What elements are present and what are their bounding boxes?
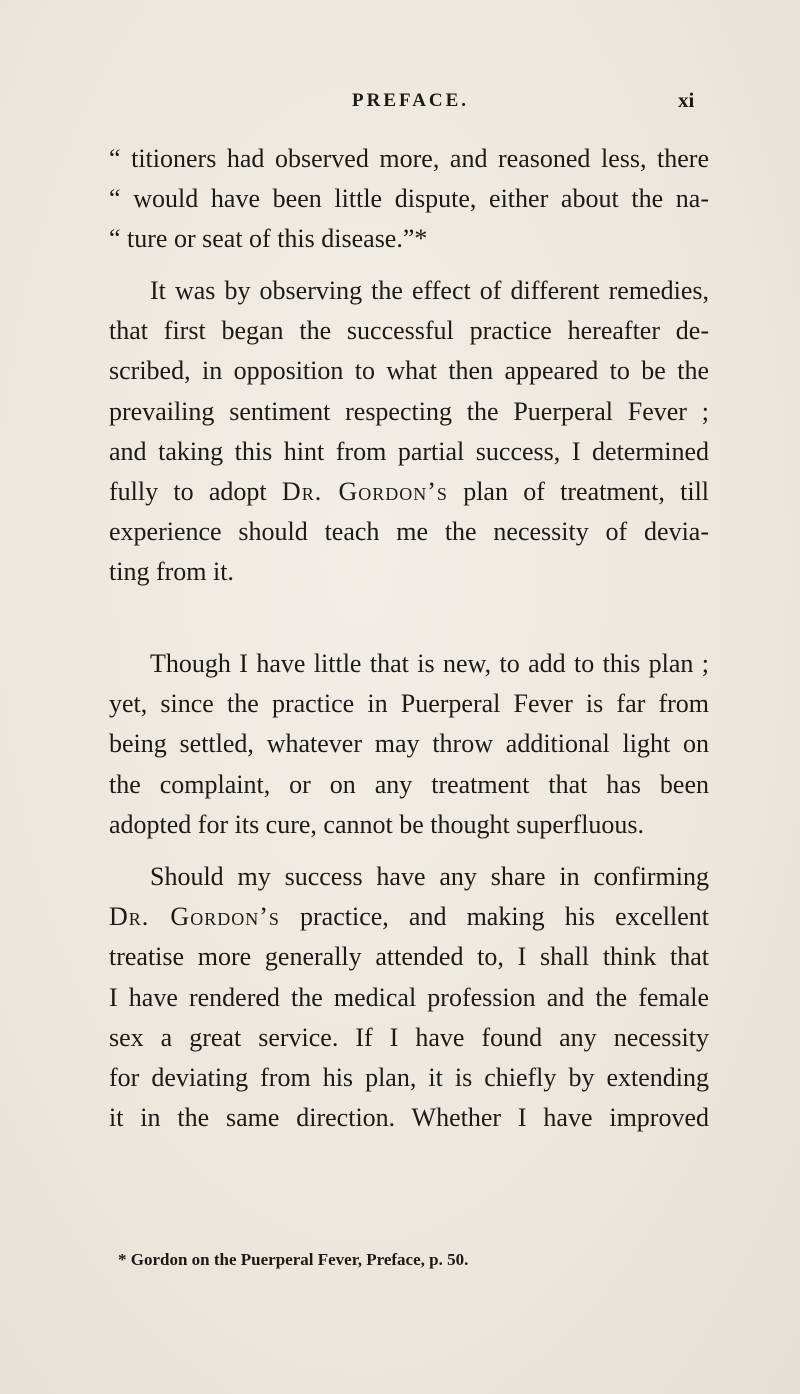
text-run: fully to adopt	[109, 477, 282, 507]
text-line: it in the same direction. Whether I have improved	[109, 1103, 709, 1133]
text-line: that first began the successful practice hereafter de-	[109, 316, 709, 346]
text-line: prevailing sentiment respecting the Puerperal Fever ;	[109, 396, 709, 426]
text-line: adopted for its cure, cannot be thought superfluous.	[109, 809, 645, 839]
text-line: “ titioners had observed more, and reasoned less, there	[109, 144, 709, 173]
paragraph-should-my-success	[109, 857, 709, 1138]
text-line: sex a great service. If I have found any necessity	[109, 1022, 709, 1052]
text-line: being settled, whatever may throw additional light on	[109, 729, 709, 759]
text-line: yet, since the practice in Puerperal Fever is far from	[109, 689, 709, 719]
text-line: ting from it.	[109, 557, 234, 587]
author-name: Dr. Gordon’s	[109, 902, 280, 932]
text-line	[109, 472, 709, 512]
text-line: Though I have little that is new, to add to this plan ;	[150, 649, 709, 678]
running-title: PREFACE.	[352, 90, 470, 111]
text-line: treatise more generally attended to, I shall think that	[109, 942, 709, 972]
text-line: experience should teach me the necessity of devia-	[109, 517, 709, 547]
text-line: Should my success have any share in confirming	[150, 862, 709, 891]
author-name: Dr. Gordon’s	[281, 477, 448, 507]
paragraph-little-new	[109, 644, 709, 845]
text-line: “ ture or seat of this disease.”*	[109, 224, 428, 254]
text-line: It was by observing the effect of different remedies,	[150, 276, 709, 305]
footnote: * Gordon on the Puerperal Fever, Preface, p. 50.	[118, 1250, 469, 1269]
text-line: the complaint, or on any treatment that has been	[109, 769, 709, 799]
text-line: and taking this hint from partial success, I determined	[109, 436, 709, 466]
text-line: “ would have been little dispute, either about the na-	[109, 184, 709, 214]
page-number: xi	[678, 88, 695, 112]
running-head	[0, 90, 800, 118]
text-run: plan of treatment, till	[447, 477, 710, 507]
text-line: for deviating from his plan, it is chiefly by extending	[109, 1063, 709, 1093]
paragraph-observing-remedies	[109, 271, 709, 593]
text-line: I have rendered the medical profession and the female	[109, 982, 709, 1012]
text-run: practice, and making his excellent	[279, 902, 710, 932]
paragraph-quote-continuation	[109, 139, 709, 260]
text-line	[109, 897, 709, 937]
text-line: scribed, in opposition to what then appeared to be the	[109, 356, 709, 386]
